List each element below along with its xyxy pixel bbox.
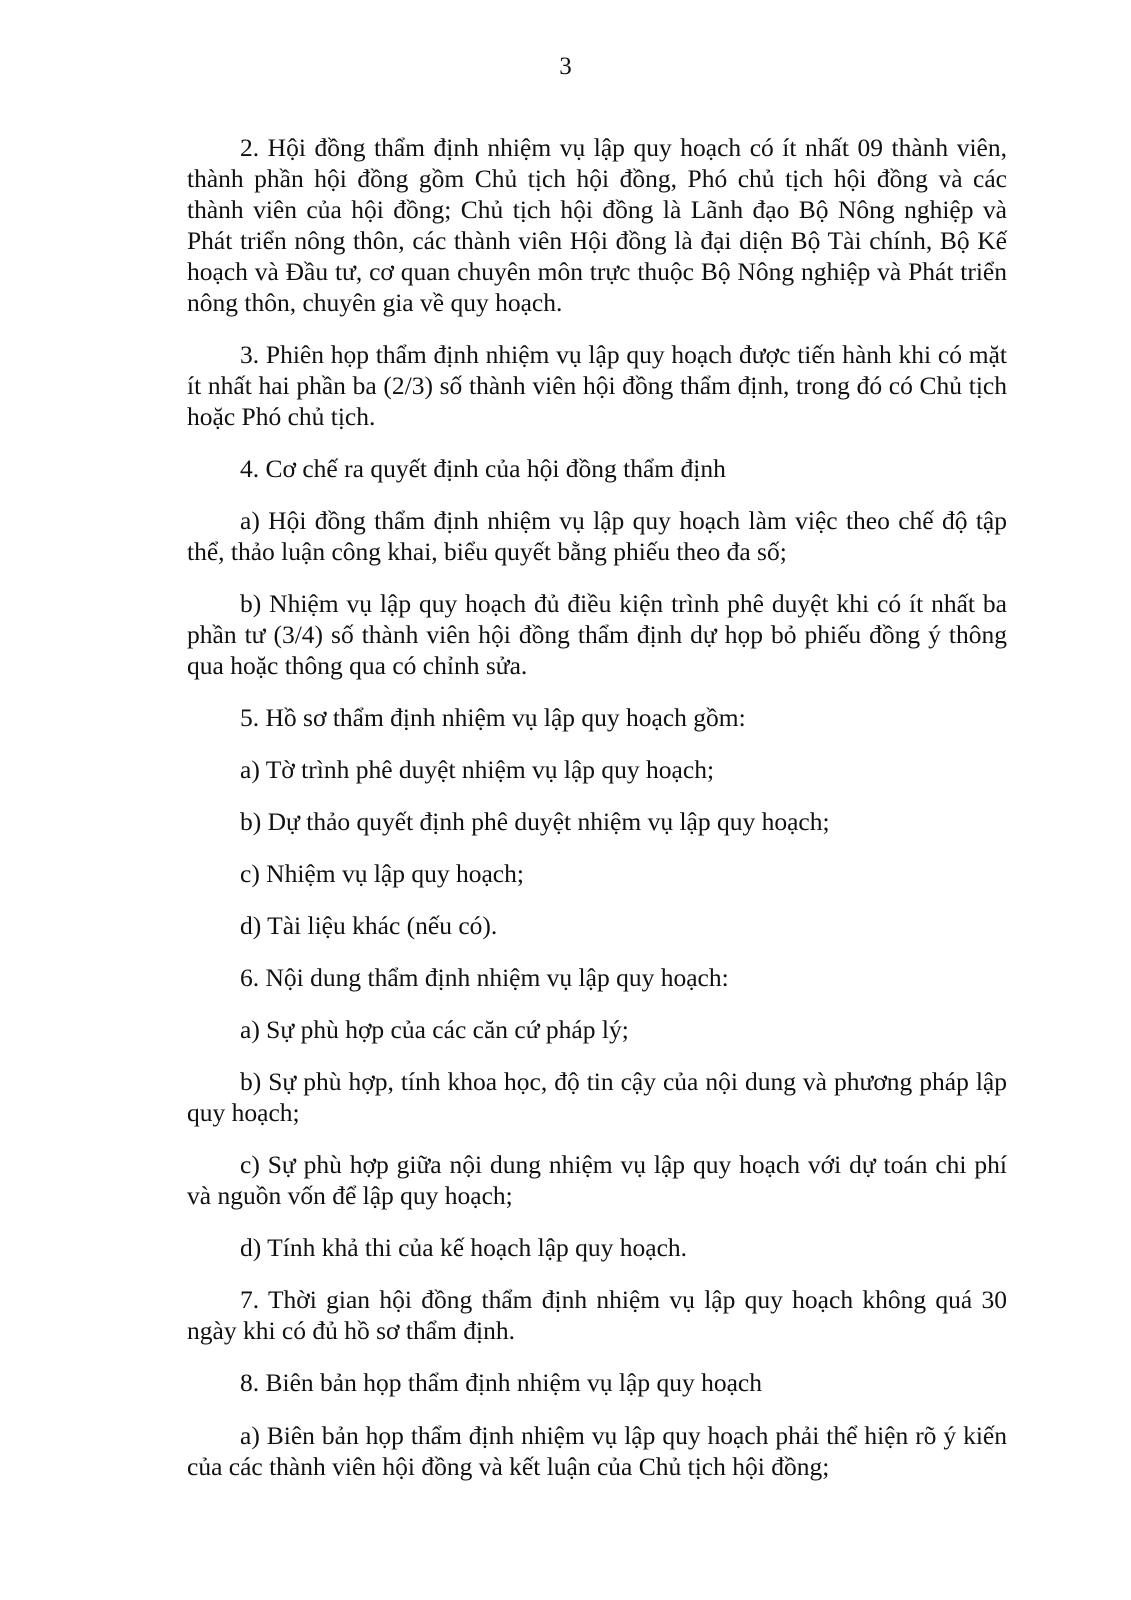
paragraph-4b: b) Nhiệm vụ lập quy hoạch đủ điều kiện trình phê duyệt khi có ít nhất ba phần tư (3/4) số thành viên hội đồng thẩm định dự họp bỏ phiếu đồng ý thông qua hoặc thông qua có chỉnh sửa. (187, 589, 1007, 680)
paragraph-2: 2. Hội đồng thẩm định nhiệm vụ lập quy hoạch có ít nhất 09 thành viên, thành phần hội đồng gồm Chủ tịch hội đồng, Phó chủ tịch hội đồng và các thành viên của hội đồng; Chủ tịch hội đồng là Lãnh đạo Bộ Nông nghiệp và Phát triển nông thôn, các thành viên Hội đồng là đại diện Bộ Tài chính, Bộ Kế hoạch và Đầu tư, cơ quan chuyên môn trực thuộc Bộ Nông nghiệp và Phát triển nông thôn, chuyên gia về quy hoạch. (187, 133, 1007, 317)
paragraph-6a: a) Sự phù hợp của các căn cứ pháp lý; (240, 1015, 629, 1044)
paragraph-4a: a) Hội đồng thẩm định nhiệm vụ lập quy hoạch làm việc theo chế độ tập thể, thảo luận công khai, biểu quyết bằng phiếu theo đa số; (187, 506, 1007, 566)
paragraph-7: 7. Thời gian hội đồng thẩm định nhiệm vụ lập quy hoạch không quá 30 ngày khi có đủ hồ sơ thẩm định. (187, 1285, 1007, 1345)
paragraph-5d: d) Tài liệu khác (nếu có). (240, 911, 498, 940)
paragraph-8: 8. Biên bản họp thẩm định nhiệm vụ lập quy hoạch (240, 1368, 762, 1397)
paragraph-3: 3. Phiên họp thẩm định nhiệm vụ lập quy hoạch được tiến hành khi có mặt ít nhất hai phần ba (2/3) số thành viên hội đồng thẩm định, trong đó có Chủ tịch hoặc Phó chủ tịch. (187, 340, 1007, 431)
paragraph-5b: b) Dự thảo quyết định phê duyệt nhiệm vụ lập quy hoạch; (240, 807, 830, 836)
paragraph-6d: d) Tính khả thi của kế hoạch lập quy hoạch. (240, 1233, 688, 1262)
paragraph-5c: c) Nhiệm vụ lập quy hoạch; (240, 859, 524, 888)
paragraph-4: 4. Cơ chế ra quyết định của hội đồng thẩm định (240, 454, 726, 483)
page-number: 3 (559, 53, 572, 80)
paragraph-8a: a) Biên bản họp thẩm định nhiệm vụ lập quy hoạch phải thể hiện rõ ý kiến của các thành viên hội đồng và kết luận của Chủ tịch hội đồng; (187, 1421, 1007, 1481)
paragraph-5a: a) Tờ trình phê duyệt nhiệm vụ lập quy hoạch; (240, 755, 715, 784)
paragraph-6: 6. Nội dung thẩm định nhiệm vụ lập quy hoạch: (240, 963, 729, 992)
paragraph-6b: b) Sự phù hợp, tính khoa học, độ tin cậy của nội dung và phương pháp lập quy hoạch; (187, 1067, 1007, 1127)
paragraph-6c: c) Sự phù hợp giữa nội dung nhiệm vụ lập quy hoạch với dự toán chi phí và nguồn vốn để lập quy hoạch; (187, 1150, 1007, 1210)
document-body (187, 132, 1007, 1503)
paragraph-5: 5. Hồ sơ thẩm định nhiệm vụ lập quy hoạch gồm: (240, 703, 746, 732)
